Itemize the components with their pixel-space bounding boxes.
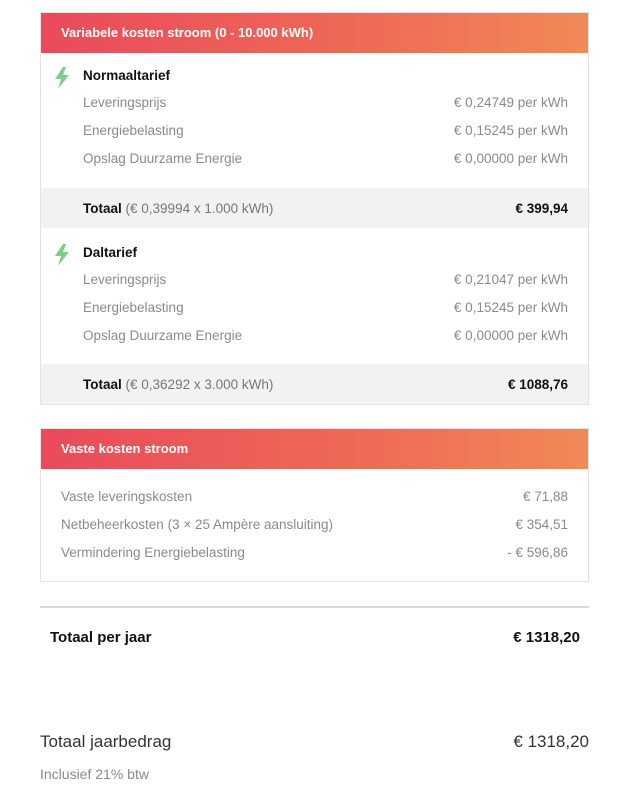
row-label: Vaste leveringskosten [61,489,193,504]
fixed-costs-header: Vaste kosten stroom [41,429,588,469]
normal-total-value: € 399,94 [515,200,568,216]
row-value: € 0,24749 per kWh [453,95,568,110]
yearly-amount-value: € 1318,20 [513,732,589,751]
normal-total-calc: (€ 0,39994 x 1.000 kWh) [125,200,274,216]
row-label: Netbeheerkosten (3 × 25 Ampère aansluiting) [61,517,334,532]
row-label: Energiebelasting [83,300,184,315]
lightning-bolt-icon [53,244,71,266]
fixed-row-levering [61,489,568,504]
dal-total-calc: (€ 0,36292 x 3.000 kWh) [125,376,274,392]
row-label: Energiebelasting [83,123,184,138]
dal-row-levering [83,272,568,287]
lightning-bolt-icon [53,67,71,89]
total-per-year-value: € 1318,20 [513,629,580,646]
row-value: € 354,51 [515,517,568,532]
row-label: Opslag Duurzame Energie [83,328,243,343]
normal-row-energiebelasting [83,123,568,138]
row-value: € 0,00000 per kWh [453,328,568,343]
total-per-year-label: Totaal per jaar [50,629,152,646]
vat-note: Inclusief 21% btw [40,766,149,782]
normal-total-bar [41,188,588,228]
yearly-amount [40,732,589,752]
row-value: € 0,15245 per kWh [453,123,568,138]
normal-row-ode [83,151,568,166]
row-label: Opslag Duurzame Energie [83,151,243,166]
yearly-amount-label: Totaal jaarbedrag [40,732,172,751]
normal-tariff-title: Normaaltarief [83,68,171,83]
normal-total-label: Totaal (€ 0,39994 x 1.000 kWh) [83,200,274,216]
dal-tariff-title: Daltarief [83,245,138,260]
variable-costs-card [40,12,589,405]
summary-divider [40,606,589,608]
normal-row-levering [83,95,568,110]
dal-total-label: Totaal (€ 0,36292 x 3.000 kWh) [83,376,274,392]
row-value: € 0,21047 per kWh [453,272,568,287]
fixed-row-netbeheer [61,517,568,532]
dal-total-value: € 1088,76 [507,376,568,392]
row-value: € 0,00000 per kWh [453,151,568,166]
row-value: € 71,88 [522,489,568,504]
variable-costs-header: Variabele kosten stroom (0 - 10.000 kWh) [41,13,588,53]
row-label: Vermindering Energiebelasting [61,545,245,560]
fixed-row-vermindering [61,545,568,560]
row-label: Leveringsprijs [83,272,167,287]
dal-total-bar [41,364,588,404]
row-value: - € 596,86 [507,545,568,560]
row-label: Leveringsprijs [83,95,167,110]
row-value: € 0,15245 per kWh [453,300,568,315]
dal-row-ode [83,328,568,343]
total-per-year [50,629,580,646]
dal-row-energiebelasting [83,300,568,315]
fixed-costs-card [40,428,589,582]
